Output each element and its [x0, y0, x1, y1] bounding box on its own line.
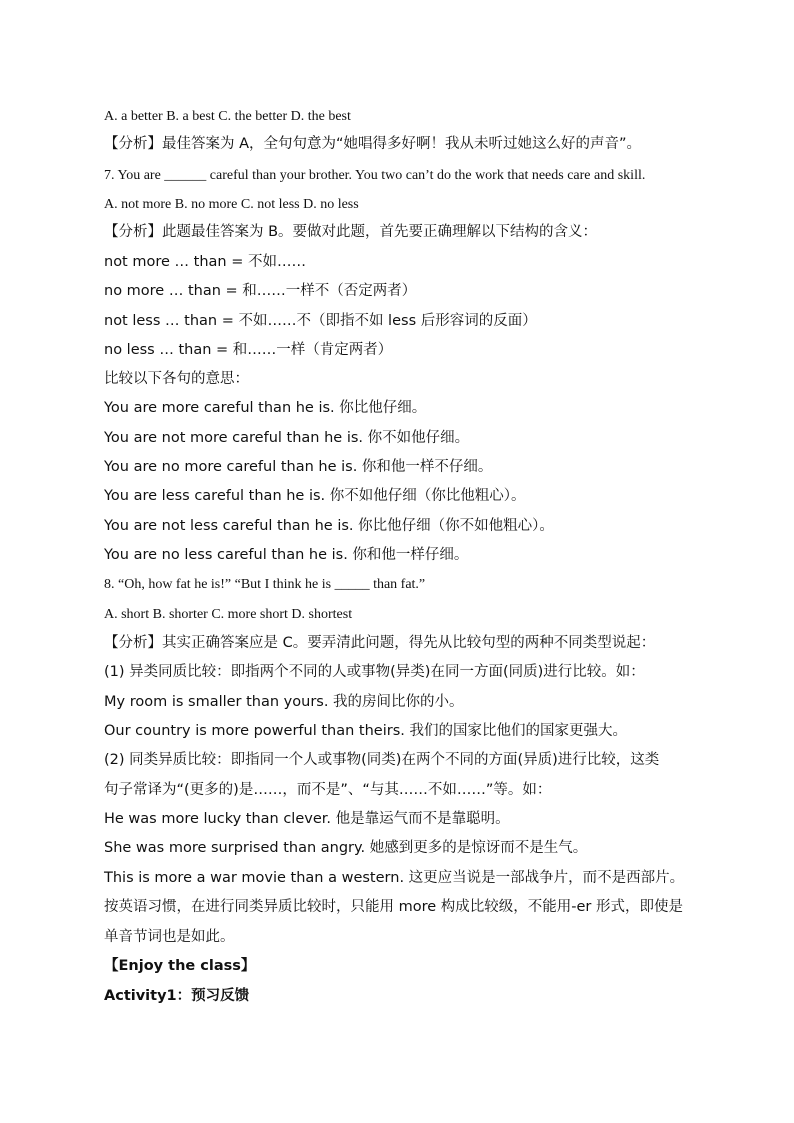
q6-options: A. a better B. a best C. the better D. the best: [104, 109, 351, 124]
example-sentence: My room is smaller than yours. 我的房间比你的小。: [104, 694, 464, 710]
q8-analysis: 【分析】其实正确答案应是 C。要弄清此问题，得先从比较句型的两种不同类型说起：: [104, 635, 656, 651]
example-sentence: He was more lucky than clever. 他是靠运气而不是靠聪明。: [104, 811, 510, 827]
section-heading: 【Enjoy the class】: [104, 958, 256, 974]
type-2-definition: (2) 同类异质比较：即指同一个人或事物(同类)在两个不同的方面(异质)进行比较，这类: [104, 752, 660, 768]
structure-not-more: not more … than = 不如……: [104, 254, 306, 270]
example-sentence: She was more surprised than angry. 她感到更多的是惊讶而不是生气。: [104, 840, 588, 856]
type-1-definition: (1) 异类同质比较：即指两个不同的人或事物(异类)在同一方面(同质)进行比较。如：: [104, 664, 645, 680]
activity-heading: Activity1：预习反馈: [104, 988, 250, 1004]
example-sentence: You are more careful than he is. 你比他仔细。: [104, 400, 427, 416]
usage-note-cont: 单音节词也是如此。: [104, 929, 235, 945]
example-sentence: You are not less careful than he is. 你比他仔细（你不如他粗心）。: [104, 518, 554, 534]
q7-question: 7. You are ______ careful than your brother. You two can’t do the work that needs care and skill.: [104, 168, 646, 183]
compare-heading: 比较以下各句的意思：: [104, 371, 249, 387]
q8-options: A. short B. shorter C. more short D. shortest: [104, 607, 353, 622]
q7-options: A. not more B. no more C. not less D. no less: [104, 197, 359, 212]
type-2-translation: 句子常译为“(更多的)是……，而不是”、“与其……不如……”等。如：: [104, 782, 552, 798]
example-sentence: You are less careful than he is. 你不如他仔细（你比他粗心）。: [104, 488, 526, 504]
usage-note: 按英语习惯，在进行同类异质比较时，只能用 more 构成比较级，不能用-er 形式，即使是: [104, 899, 683, 915]
example-sentence: This is more a war movie than a western. 这更应当说是一部战争片，而不是西部片。: [104, 870, 685, 886]
structure-no-more: no more … than = 和……一样不（否定两者）: [104, 283, 417, 299]
structure-no-less: no less … than = 和……一样（肯定两者）: [104, 342, 393, 358]
example-sentence: You are not more careful than he is. 你不如他仔细。: [104, 430, 470, 446]
q6-analysis: 【分析】最佳答案为 A，全句句意为“她唱得多好啊！我从未听过她这么好的声音”。: [104, 136, 642, 152]
structure-not-less: not less … than = 不如……不（即指不如 less 后形容词的反面）: [104, 313, 537, 329]
example-sentence: Our country is more powerful than theirs. 我们的国家比他们的国家更强大。: [104, 723, 627, 739]
q7-analysis: 【分析】此题最佳答案为 B。要做对此题，首先要正确理解以下结构的含义：: [104, 224, 598, 240]
example-sentence: You are no less careful than he is. 你和他一样仔细。: [104, 547, 469, 563]
q8-question: 8. “Oh, how fat he is!” “But I think he is _____ than fat.”: [104, 577, 426, 592]
example-sentence: You are no more careful than he is. 你和他一样不仔细。: [104, 459, 493, 475]
